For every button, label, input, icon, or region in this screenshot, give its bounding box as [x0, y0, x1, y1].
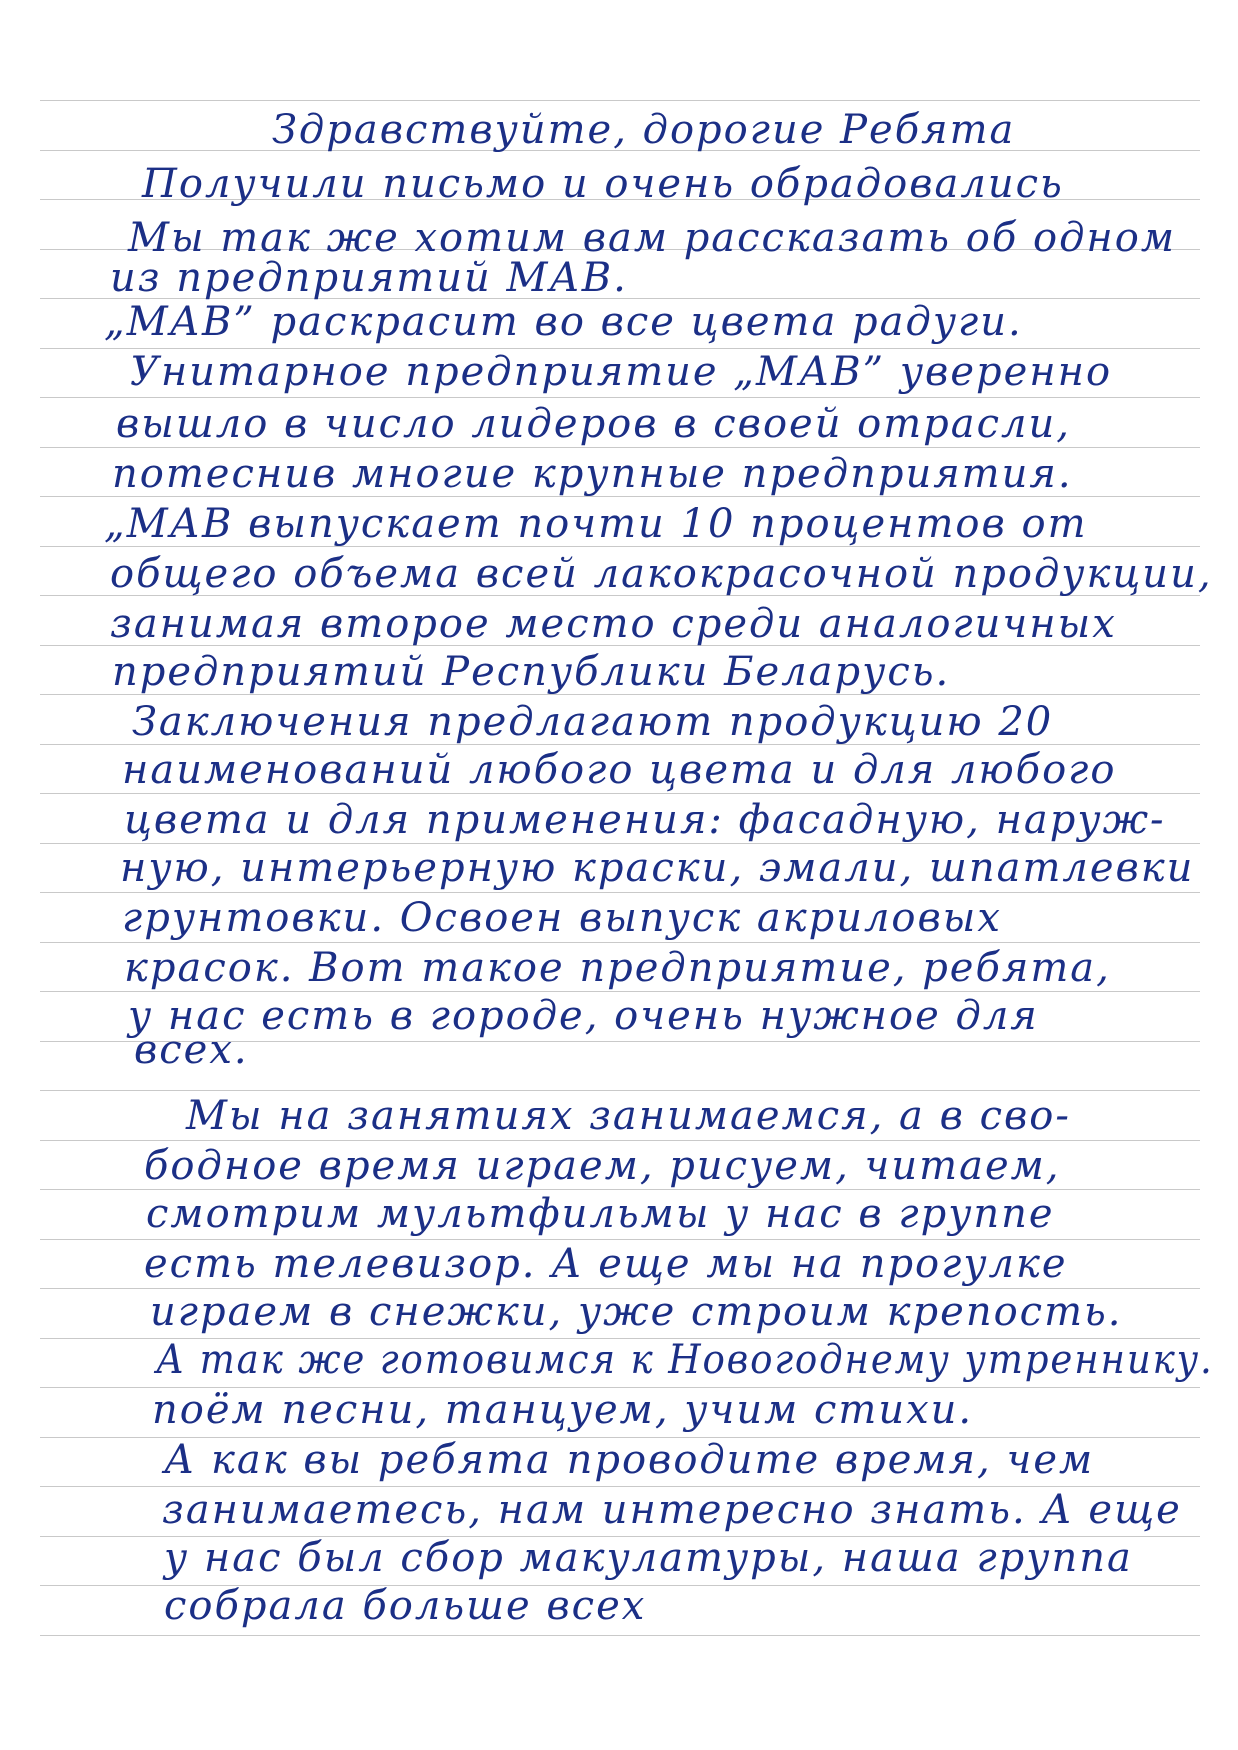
letter-line: у нас был сбор макулатуры, наша группа	[164, 1535, 1133, 1581]
letter-line: ную, интерьерную краски, эмали, шпатлевки	[120, 845, 1195, 891]
letter-line: всех.	[134, 1027, 249, 1073]
letter-line: Мы так же хотим вам рассказать об одном	[128, 215, 1177, 261]
letter-line: наименований любого цвета и для любого	[122, 747, 1117, 793]
letter-line: потеснив многие крупные предприятия.	[112, 451, 1073, 497]
letter-line: из предприятий МАВ.	[110, 255, 628, 301]
letter-line: А как вы ребята проводите время, чем	[164, 1437, 1095, 1483]
letter-line: Унитарное предприятие „МАВ” уверенно	[130, 349, 1113, 395]
letter-line: поём песни, танцуем, учим стихи.	[152, 1387, 974, 1433]
letter-line: собрала больше всех	[164, 1583, 647, 1629]
letter-line: есть телевизор. А еще мы на прогулке	[144, 1241, 1068, 1287]
letter-line: вышло в число лидеров в своей отрасли,	[116, 401, 1071, 447]
letter-line: „МАВ” раскрасит во все цвета радуги.	[104, 299, 1023, 345]
letter-line: занимаетесь, нам интересно знать. А еще	[162, 1487, 1182, 1533]
letter-line: предприятий Республики Беларусь.	[112, 649, 951, 695]
letter-line: А так же готовимся к Новогоднему утреннику.	[156, 1337, 1214, 1383]
letter-line: „МАВ выпускает почти 10 процентов от	[104, 501, 1088, 547]
letter-greeting: Здравствуйте, дорогие Ребята	[272, 107, 1016, 153]
letter-line: бодное время играем, рисуем, читаем,	[144, 1143, 1061, 1189]
letter-line: красок. Вот такое предприятие, ребята,	[124, 945, 1111, 991]
letter-line: играем в снежки, уже строим крепость.	[150, 1289, 1123, 1335]
letter-line: Заключения предлагают продукцию 20	[132, 699, 1054, 745]
letter-line: общего объема всей лакокрасочной продукции,	[110, 551, 1213, 597]
letter-line: у нас есть в городе, очень нужное для	[128, 993, 1039, 1039]
letter-line: смотрим мультфильмы у нас в группе	[146, 1191, 1055, 1237]
letter-line: цвета и для применения: фасадную, наруж-	[124, 797, 1166, 843]
letter-line: занимая второе место среди аналогичных	[110, 601, 1117, 647]
letter-line: Мы на занятиях занимаемся, а в сво-	[186, 1093, 1071, 1139]
letter-line: грунтовки. Освоен выпуск акриловых	[122, 895, 1002, 941]
letter-line: Получили письмо и очень обрадовались	[142, 161, 1064, 207]
